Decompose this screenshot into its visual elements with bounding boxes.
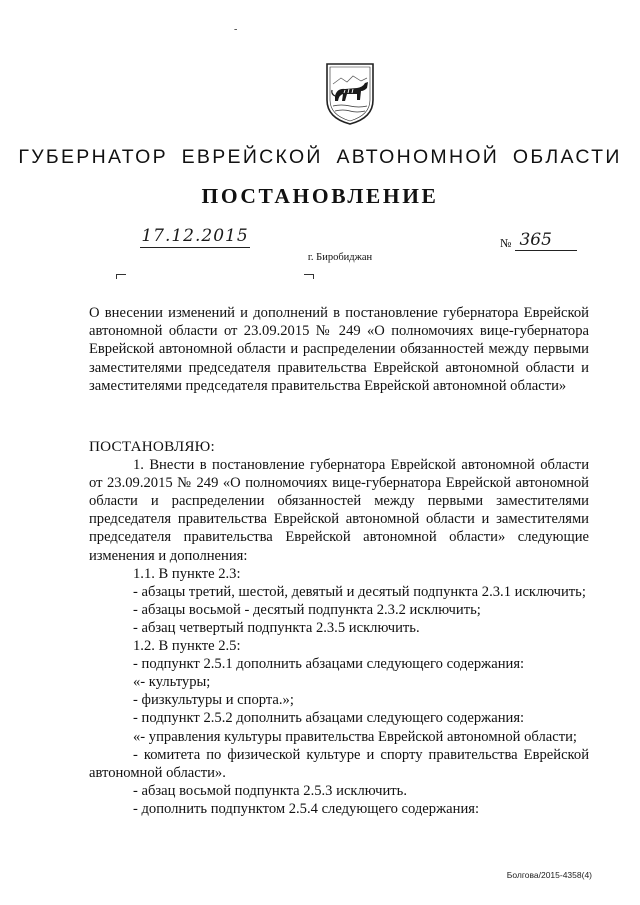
- bracket-corner-left: [116, 274, 126, 279]
- list-item: - подпункт 2.5.2 дополнить абзацами следующего содержания:: [133, 710, 525, 727]
- scan-mark: -: [234, 24, 238, 35]
- document-subject: [89, 304, 589, 395]
- list-item: - абзацы восьмой - десятый подпункта 2.3.2 исключить;: [133, 601, 481, 618]
- list-item: «- управления культуры правительства Еврейской автономной области;: [133, 728, 577, 745]
- list-item: - физкультуры и спорта.»;: [133, 692, 294, 709]
- list-item: «- культуры;: [133, 674, 211, 691]
- subject-text: О внесении изменений и дополнений в постановление губернатора Еврейской автономной области от 23.09.2015 № 249 «О полномочиях вице-губернатора Еврейской автономной области и распределении обязанностей между первыми заместителями председателя правительства Еврейской автономной области и заместителями председателя правительства Еврейской автономной области»: [89, 305, 589, 394]
- paragraph: 1. Внести в постановление губернатора Еврейской автономной области от 23.09.2015 № 249 «О полномочиях вице-губернатора Еврейской автономной области и распределении обязанностей между первыми заместителями председателя правительства Еврейской автономной области и заместителями председателя правительства Еврейской автономной области» следующие изменения и дополнения:: [89, 457, 589, 564]
- number-field: [500, 230, 577, 251]
- list-item: - подпункт 2.5.1 дополнить абзацами следующего содержания:: [133, 656, 525, 673]
- handwritten-date: 17.12.2015: [141, 226, 249, 246]
- list-item: - дополнить подпунктом 2.5.4 следующего содержания:: [133, 800, 480, 817]
- handwritten-number: 365: [515, 230, 577, 251]
- bracket-corner-right: [304, 274, 314, 279]
- list-item: - комитета по физической культуре и спорту правительства Еврейской автономной области».: [89, 746, 589, 781]
- coat-of-arms-tiger-icon: [323, 60, 377, 126]
- list-item: - абзац четвертый подпункта 2.3.5 исключить.: [133, 619, 420, 636]
- document-type-title: ПОСТАНОВЛЕНИЕ: [201, 184, 439, 208]
- city-label: г. Биробиджан: [307, 252, 373, 263]
- decree-word: ПОСТАНОВЛЯЮ:: [89, 438, 215, 455]
- paragraph: 1.1. В пункте 2.3:: [133, 565, 241, 582]
- list-item: - абзац восьмой подпункта 2.5.3 исключить.: [133, 782, 407, 799]
- date-field: [140, 226, 250, 248]
- document-reference: Болгова/2015-4358(4): [506, 870, 592, 880]
- authority-heading: ГУБЕРНАТОР ЕВРЕЙСКОЙ АВТОНОМНОЙ ОБЛАСТИ: [18, 146, 622, 168]
- document-body: [89, 438, 589, 818]
- list-item: - абзацы третий, шестой, девятый и десятый подпункта 2.3.1 исключить;: [133, 583, 586, 600]
- paragraph: 1.2. В пункте 2.5:: [133, 638, 241, 655]
- number-label: №: [500, 236, 512, 250]
